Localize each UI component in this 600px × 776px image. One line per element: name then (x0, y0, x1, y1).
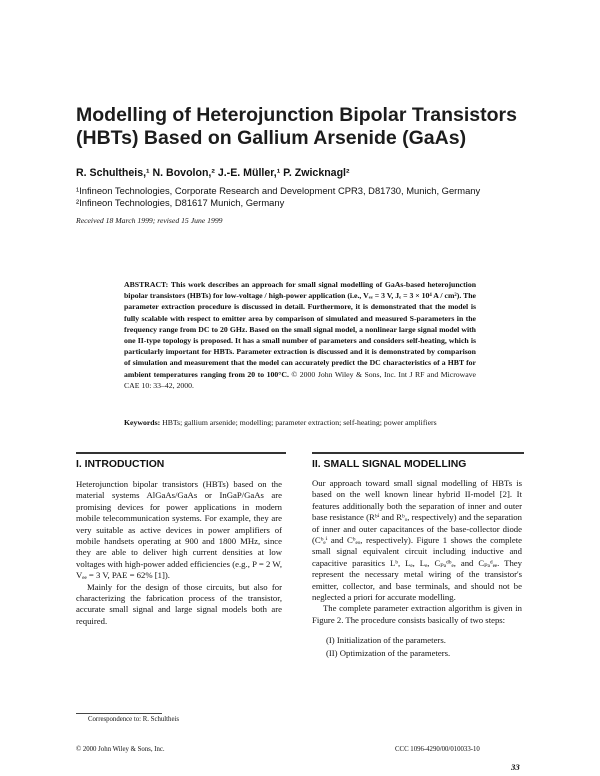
affiliation-1: ¹Infineon Technologies, Corporate Research and Development CPR3, D81730, Munich, Germany (76, 185, 481, 196)
abstract-label: ABSTRACT: (124, 280, 169, 289)
section-rule-right (312, 452, 524, 454)
section-rule-left (76, 452, 286, 454)
step-item: (I) Initialization of the parameters. (326, 635, 446, 646)
affiliation-2: ²Infineon Technologies, D81617 Munich, Germany (76, 197, 285, 208)
keywords-label: Keywords: (124, 418, 161, 427)
left-column (76, 479, 282, 627)
keywords (124, 417, 476, 428)
right-column (312, 478, 522, 659)
intro-paragraph-2: Mainly for the design of those circuits, but also for characterizing the fabrication process of the transistor, accurate small signal and large signal models both are required. (76, 581, 282, 626)
footnote-rule (76, 713, 162, 714)
keywords-text: HBTs; gallium arsenide; modelling; parameter extraction; self-heating; power amplifiers (162, 418, 437, 427)
paper-title: Modelling of Heterojunction Bipolar Transistors (HBTs) Based on Gallium Arsenide (GaAs) (76, 104, 517, 149)
section-heading-small-signal: II. SMALL SIGNAL MODELLING (312, 459, 467, 470)
step-list (326, 634, 522, 659)
modelling-paragraph-2: The complete parameter extraction algorithm is given in Figure 2. The procedure consists basically of two steps: (312, 603, 522, 625)
received-dates: Received 18 March 1999; revised 15 June 1999 (76, 216, 223, 225)
author-list: R. Schultheis,¹ N. Bovolon,² J.-E. Müller,¹ P. Zwicknagl² (76, 167, 350, 179)
step-item: (II) Optimization of the parameters. (326, 647, 451, 658)
modelling-paragraph-1: Our approach toward small signal modelling of HBTs is based on the well known linear hybrid II-model [2]. It features additionally both the separation of inner and outer base resistance (Rᵇⁱ and Rᵇₒ, respectively) and the separation of inner and outer capacitances of the base-collector diode (Cᵇₑⁱ and Cᵇₑₒ, respectively). Figure 1 shows the complete small signal equivalent circuit including inductive and capacitive parasitics Lᵇ, Lₑ, Lₑ, Cₚₐᵈᵇₑ, and Cₚₐᵈₑₑ. They represent the necessary metal wiring of the transistor's emitter, collector, and base terminals, and should not be neglected a priori for accurate modelling. (312, 478, 522, 603)
page-number: 33 (511, 762, 520, 772)
abstract (124, 279, 476, 391)
abstract-text: This work describes an approach for small signal modelling of GaAs-based heterojunction bipolar transistors (HBTs) for low-voltage / high-power application (i.e., Vₑₑ = 3 V, Jₑ = 3 × 10⁴ A / cm²). The parameter extraction procedure is discussed in detail. Furthermore, it is demonstrated that the model is fully scalable with respect to emitter area by comparison of simulated and measured S-parameters in the frequency range from DC to 20 GHz. Based on the small signal model, a nonlinear large signal model with one II-type topology is proposed. It has a small number of parameters and considers self-heating, which is particularly important for HBTs. Parameter extraction is discussed and it is demonstrated by comparison of simulation and measurement that the model can accurately predict the DC characteristics of a HBT for ambient temperatures ranging from 20 to 100°C. (124, 280, 477, 379)
footer-ccc-code: CCC 1096-4290/00/010033-10 (395, 746, 480, 753)
abstract-copyright: © 2000 John Wiley & Sons, Inc. Int J RF and Microwave CAE 10: 33–42, 2000. (124, 369, 476, 390)
section-heading-introduction: I. INTRODUCTION (76, 459, 165, 470)
correspondence-footnote: Correspondence to: R. Schultheis (88, 716, 179, 723)
intro-paragraph-1: Heterojunction bipolar transistors (HBTs) based on the material systems AlGaAs/GaAs or InGaP/GaAs are promising devices for power applications in modern mobile telecommunication systems. For example, they are very suitable as active devices in power amplifiers of mobile handsets operating at 900 and 1800 MHz, since they are able to deliver high current densities at low voltages with high-power added efficiencies (e.g., P = 2 W, Vₑₑ = 3 V, PAE = 62% [1]). (76, 479, 282, 581)
footer-copyright: © 2000 John Wiley & Sons, Inc. (76, 746, 165, 753)
